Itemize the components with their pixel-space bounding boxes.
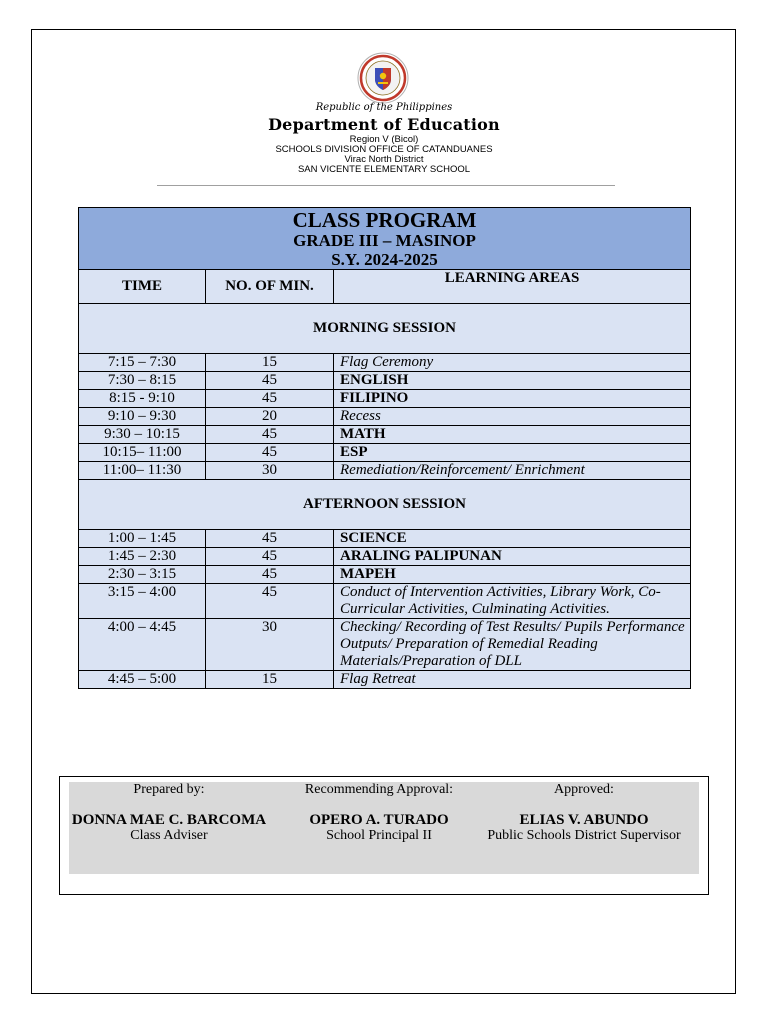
table-row — [79, 584, 691, 619]
row-time: 9:10 – 9:30 — [79, 408, 206, 426]
recommending-approval-name: OPERO A. TURADO — [309, 812, 449, 828]
row-learning-area: ARALING PALIPUNAN — [334, 548, 691, 566]
division-line: SCHOOLS DIVISION OFFICE OF CATANDUANES — [275, 144, 493, 155]
table-row — [79, 444, 691, 462]
approval-panel — [69, 782, 699, 874]
approved-name: ELIAS V. ABUNDO — [519, 812, 649, 828]
prepared-by-block — [69, 782, 269, 844]
row-time: 1:45 – 2:30 — [79, 548, 206, 566]
table-row — [79, 354, 691, 372]
table-row — [79, 390, 691, 408]
district-line: Virac North District — [344, 154, 424, 165]
row-time: 4:00 – 4:45 — [79, 619, 206, 671]
column-header-learning-areas: LEARNING AREAS — [334, 270, 691, 304]
row-time: 3:15 – 4:00 — [79, 584, 206, 619]
program-title-cell — [79, 208, 691, 270]
row-learning-area: Remediation/Reinforcement/ Enrichment — [334, 462, 691, 480]
school-line: SAN VICENTE ELEMENTARY SCHOOL — [297, 164, 471, 175]
table-row — [79, 462, 691, 480]
program-title: CLASS PROGRAM — [292, 208, 477, 232]
prepared-by-name: DONNA MAE C. BARCOMA — [71, 812, 267, 828]
row-minutes: 45 — [206, 566, 334, 584]
row-time: 8:15 - 9:10 — [79, 390, 206, 408]
region-line: Region V (Bicol) — [349, 134, 419, 145]
row-minutes: 15 — [206, 671, 334, 689]
row-time: 7:30 – 8:15 — [79, 372, 206, 390]
program-grade: GRADE III – MASINOP — [293, 231, 476, 250]
recommending-approval-title: School Principal II — [326, 828, 432, 843]
row-minutes: 45 — [206, 530, 334, 548]
column-header-time: TIME — [79, 270, 206, 304]
approval-box — [59, 776, 709, 895]
row-learning-area: Flag Retreat — [334, 671, 691, 689]
table-row — [79, 566, 691, 584]
table-row — [79, 671, 691, 689]
row-learning-area: FILIPINO — [334, 390, 691, 408]
approved-title: Public Schools District Supervisor — [487, 828, 681, 843]
recommending-approval-label: Recommending Approval: — [304, 782, 454, 797]
approved-block — [479, 782, 689, 844]
row-minutes: 45 — [206, 372, 334, 390]
class-program-table — [78, 207, 691, 689]
header-divider — [157, 185, 615, 186]
approved-label: Approved: — [554, 782, 614, 797]
row-learning-area: ENGLISH — [334, 372, 691, 390]
row-learning-area: Flag Ceremony — [334, 354, 691, 372]
row-minutes: 45 — [206, 390, 334, 408]
row-time: 2:30 – 3:15 — [79, 566, 206, 584]
afternoon-session-label: AFTERNOON SESSION — [79, 480, 691, 530]
program-school-year: S.Y. 2024-2025 — [331, 250, 438, 269]
recommending-approval-block — [284, 782, 474, 844]
table-row — [79, 408, 691, 426]
deped-seal-icon — [357, 52, 409, 104]
row-learning-area: Conduct of Intervention Activities, Library Work, Co-Curricular Activities, Culminating Activities. — [334, 584, 691, 619]
row-time: 7:15 – 7:30 — [79, 354, 206, 372]
table-row — [79, 548, 691, 566]
column-header-minutes: NO. OF MIN. — [206, 270, 334, 304]
row-minutes: 20 — [206, 408, 334, 426]
table-row — [79, 619, 691, 671]
table-row — [79, 530, 691, 548]
row-time: 9:30 – 10:15 — [79, 426, 206, 444]
row-minutes: 45 — [206, 584, 334, 619]
row-minutes: 30 — [206, 462, 334, 480]
table-row — [79, 372, 691, 390]
row-minutes: 30 — [206, 619, 334, 671]
prepared-by-title: Class Adviser — [130, 828, 208, 843]
row-time: 11:00– 11:30 — [79, 462, 206, 480]
table-row — [79, 426, 691, 444]
row-learning-area: Checking/ Recording of Test Results/ Pupils Performance Outputs/ Preparation of Remedial Reading Materials/Preparation of DLL — [334, 619, 691, 671]
afternoon-rows — [79, 530, 691, 689]
row-learning-area: MAPEH — [334, 566, 691, 584]
republic-heading: Republic of the Philippines — [315, 102, 453, 113]
row-time: 10:15– 11:00 — [79, 444, 206, 462]
department-heading: Department of Education — [268, 115, 500, 134]
row-minutes: 15 — [206, 354, 334, 372]
row-learning-area: MATH — [334, 426, 691, 444]
morning-rows — [79, 354, 691, 480]
row-time: 4:45 – 5:00 — [79, 671, 206, 689]
row-minutes: 45 — [206, 548, 334, 566]
row-learning-area: ESP — [334, 444, 691, 462]
row-minutes: 45 — [206, 444, 334, 462]
row-learning-area: SCIENCE — [334, 530, 691, 548]
row-time: 1:00 – 1:45 — [79, 530, 206, 548]
row-minutes: 45 — [206, 426, 334, 444]
morning-session-label: MORNING SESSION — [79, 304, 691, 354]
row-learning-area: Recess — [334, 408, 691, 426]
prepared-by-label: Prepared by: — [133, 782, 205, 797]
